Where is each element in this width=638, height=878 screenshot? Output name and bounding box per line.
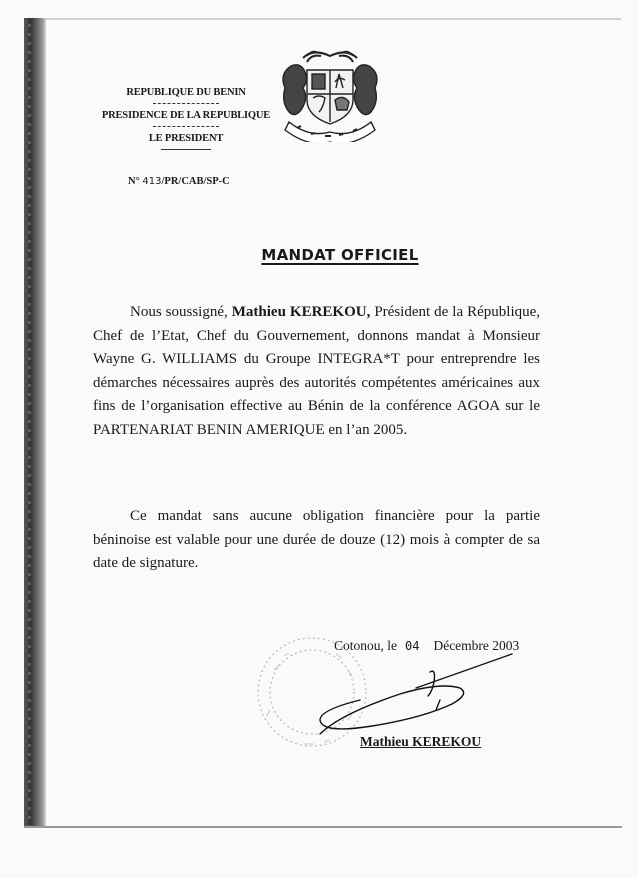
scan-edge-shadow <box>24 18 46 826</box>
scan-bottom-border <box>24 826 622 828</box>
coat-of-arms-emblem <box>277 48 383 142</box>
scan-top-border <box>46 18 621 20</box>
letterhead <box>100 86 272 155</box>
signatory-name: Mathieu KEREKOU <box>360 734 482 749</box>
mandate-paragraph <box>93 301 540 443</box>
letterhead-country: REPUBLIQUE DU BENIN <box>126 87 246 98</box>
letterhead-separator <box>153 126 219 128</box>
reference-digits: 413 <box>142 176 162 187</box>
reference-number <box>128 176 230 187</box>
conditions-paragraph <box>93 505 540 576</box>
reference-suffix: /PR/CAB/SP-C <box>161 176 230 187</box>
document-title-text: MANDAT OFFICIEL <box>261 246 419 264</box>
date-place: Cotonou, le <box>334 638 397 653</box>
date-day: 04 <box>405 639 420 653</box>
letterhead-office: LE PRESIDENT <box>148 133 224 144</box>
mandate-body: Président de la République, Chef de l’Etat, Chef du Gouvernement, donnons mandat à Monsieur Wayne G. WILLIAMS du Groupe INTEGRA*T pour entreprendre les démarches nécessaires auprès des autorités compétentes américaines aux fins de l’organisation effective au Bénin de la conférence AGOA sur le PARTENARIAT BENIN AMERIQUE en l’an 2005. <box>93 304 541 438</box>
document-title <box>0 246 638 264</box>
letterhead-separator <box>161 149 211 151</box>
letterhead-separator <box>153 103 219 105</box>
mandate-signatory-name: Mathieu KEREKOU, <box>231 304 371 320</box>
mandate-intro: Nous soussigné, <box>130 304 228 320</box>
conditions-text: Ce mandat sans aucune obligation financière pour la partie béninoise est valable pour une durée de douze (12) mois à compter de sa date de signature. <box>93 508 540 572</box>
date-month-year: Décembre 2003 <box>433 638 520 653</box>
reference-prefix: N° <box>128 176 140 187</box>
letterhead-institution: PRESIDENCE DE LA REPUBLIQUE <box>101 110 271 121</box>
stamp-and-signature <box>244 630 534 780</box>
